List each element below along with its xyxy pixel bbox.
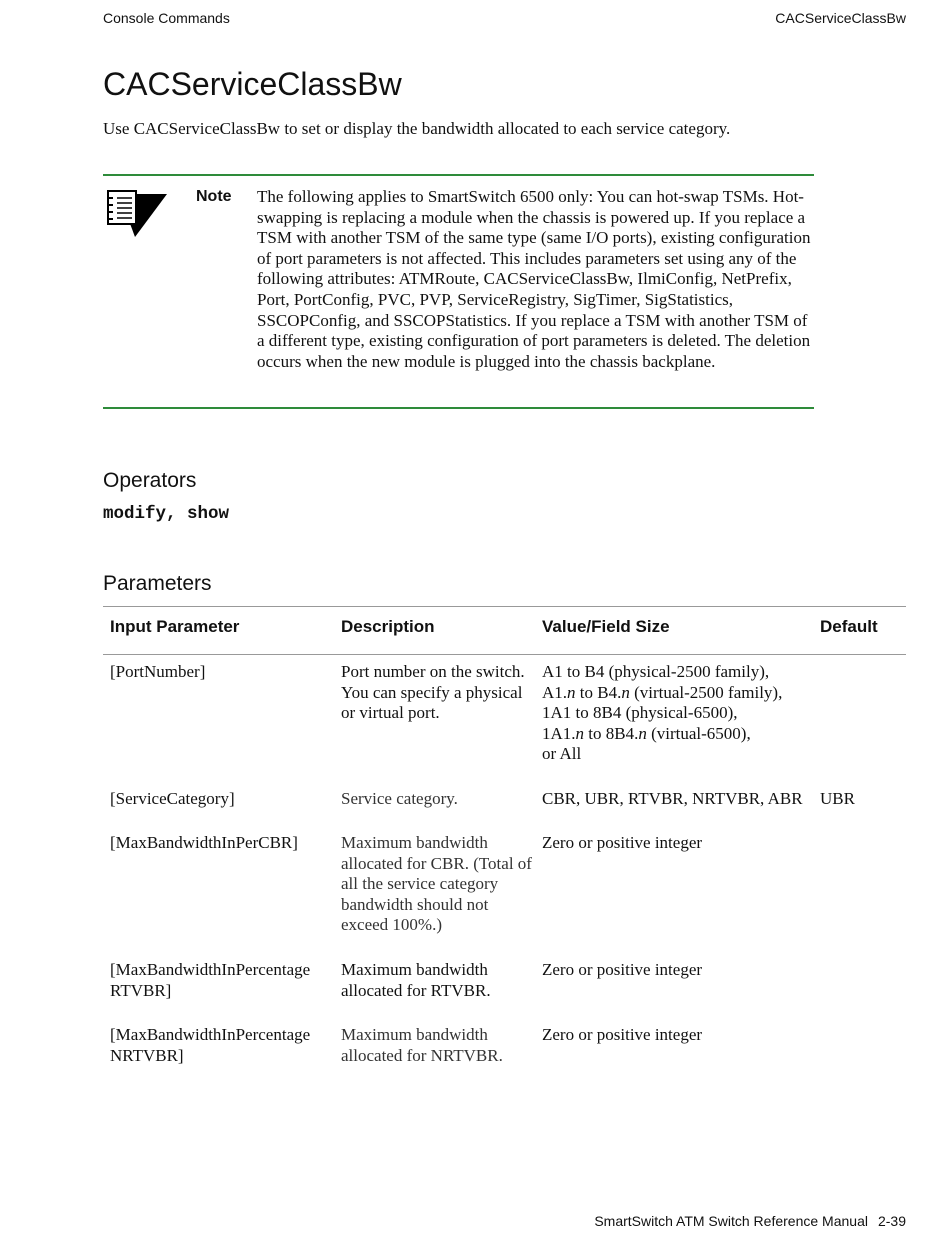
note-pad-icon (105, 186, 169, 238)
table-top-rule (103, 606, 906, 607)
value-line: 1A1.n to 8B4.n (virtual-6500), (542, 723, 751, 743)
row-servicecategory-param: [ServiceCategory] (110, 789, 235, 808)
running-header-left: Console Commands (103, 10, 230, 26)
page-title: CACServiceClassBw (103, 66, 402, 102)
row-portnumber-param: [PortNumber] (110, 662, 206, 681)
column-header-default: Default (820, 617, 878, 636)
row-servicecategory-default: UBR (820, 789, 855, 808)
value-line: A1 to B4 (physical-2500 family), (542, 662, 770, 681)
parameters-heading: Parameters (103, 572, 212, 595)
row-servicecategory-description: Service category. (341, 789, 458, 808)
operators-value: modify, show (103, 504, 230, 524)
footer-manual-title: SmartSwitch ATM Switch Reference Manual (594, 1213, 868, 1229)
table-header-rule (103, 654, 906, 655)
operators-heading: Operators (103, 469, 197, 492)
row-maxbwcbr-param: [MaxBandwidthInPerCBR] (110, 833, 298, 852)
row-maxbwnrtvbr-value: Zero or positive integer (542, 1025, 703, 1044)
row-maxbwcbr-value: Zero or positive integer (542, 833, 703, 852)
row-maxbwrtvbr-value: Zero or positive integer (542, 960, 703, 979)
note-text: The following applies to SmartSwitch 6500 only: You can hot-swap TSMs. Hot-swapping is replacing a module when the chassis is powered up. If you replace a TSM with another TSM of the same type (same I/O ports), existing configuration of port parameters is not affected. This includes parameters set using any of the following attributes: ATMRoute, CACServiceClassBw, IlmiConfig, NetPrefix, Port, PortConfig, PVC, PVP, ServiceRegistry, SigTimer, SigStatistics, SSCOPConfig, and SSCOPStatistics. If you replace a TSM with another TSM of a different type, existing configuration of port parameters is deleted. The deletion occurs when the new module is plugged into the chassis backplane. (257, 187, 811, 371)
column-header-input-parameter: Input Parameter (110, 617, 240, 636)
value-line: or All (542, 744, 582, 764)
page-footer (584, 1213, 906, 1229)
row-maxbwrtvbr-param: [MaxBandwidthInPercentage RTVBR] (110, 960, 311, 1000)
row-portnumber-description: Port number on the switch. You can specify a physical or virtual port. (341, 662, 525, 723)
column-header-value-field-size: Value/Field Size (542, 617, 670, 636)
note-label: Note (196, 188, 232, 205)
row-servicecategory-value: CBR, UBR, RTVBR, NRTVBR, ABR (542, 789, 803, 808)
row-maxbwnrtvbr-param: [MaxBandwidthInPercentage NRTVBR] (110, 1025, 311, 1065)
column-header-description: Description (341, 617, 435, 636)
row-portnumber-value (542, 662, 814, 765)
intro-paragraph: Use CACServiceClassBw to set or display the bandwidth allocated to each service category. (103, 119, 731, 138)
row-maxbwrtvbr-description: Maximum bandwidth allocated for RTVBR. (341, 960, 491, 1000)
note-box (103, 174, 814, 409)
value-line: 1A1 to 8B4 (physical-6500), (542, 703, 738, 723)
value-line: A1.n to B4.n (virtual-2500 family), (542, 682, 783, 702)
footer-page-number: 2-39 (877, 1213, 906, 1229)
row-maxbwcbr-description: Maximum bandwidth allocated for CBR. (Total of all the service category bandwidth should not exceed 100%.) (341, 833, 532, 935)
running-header-right: CACServiceClassBw (775, 10, 906, 26)
row-maxbwnrtvbr-description: Maximum bandwidth allocated for NRTVBR. (341, 1025, 503, 1065)
